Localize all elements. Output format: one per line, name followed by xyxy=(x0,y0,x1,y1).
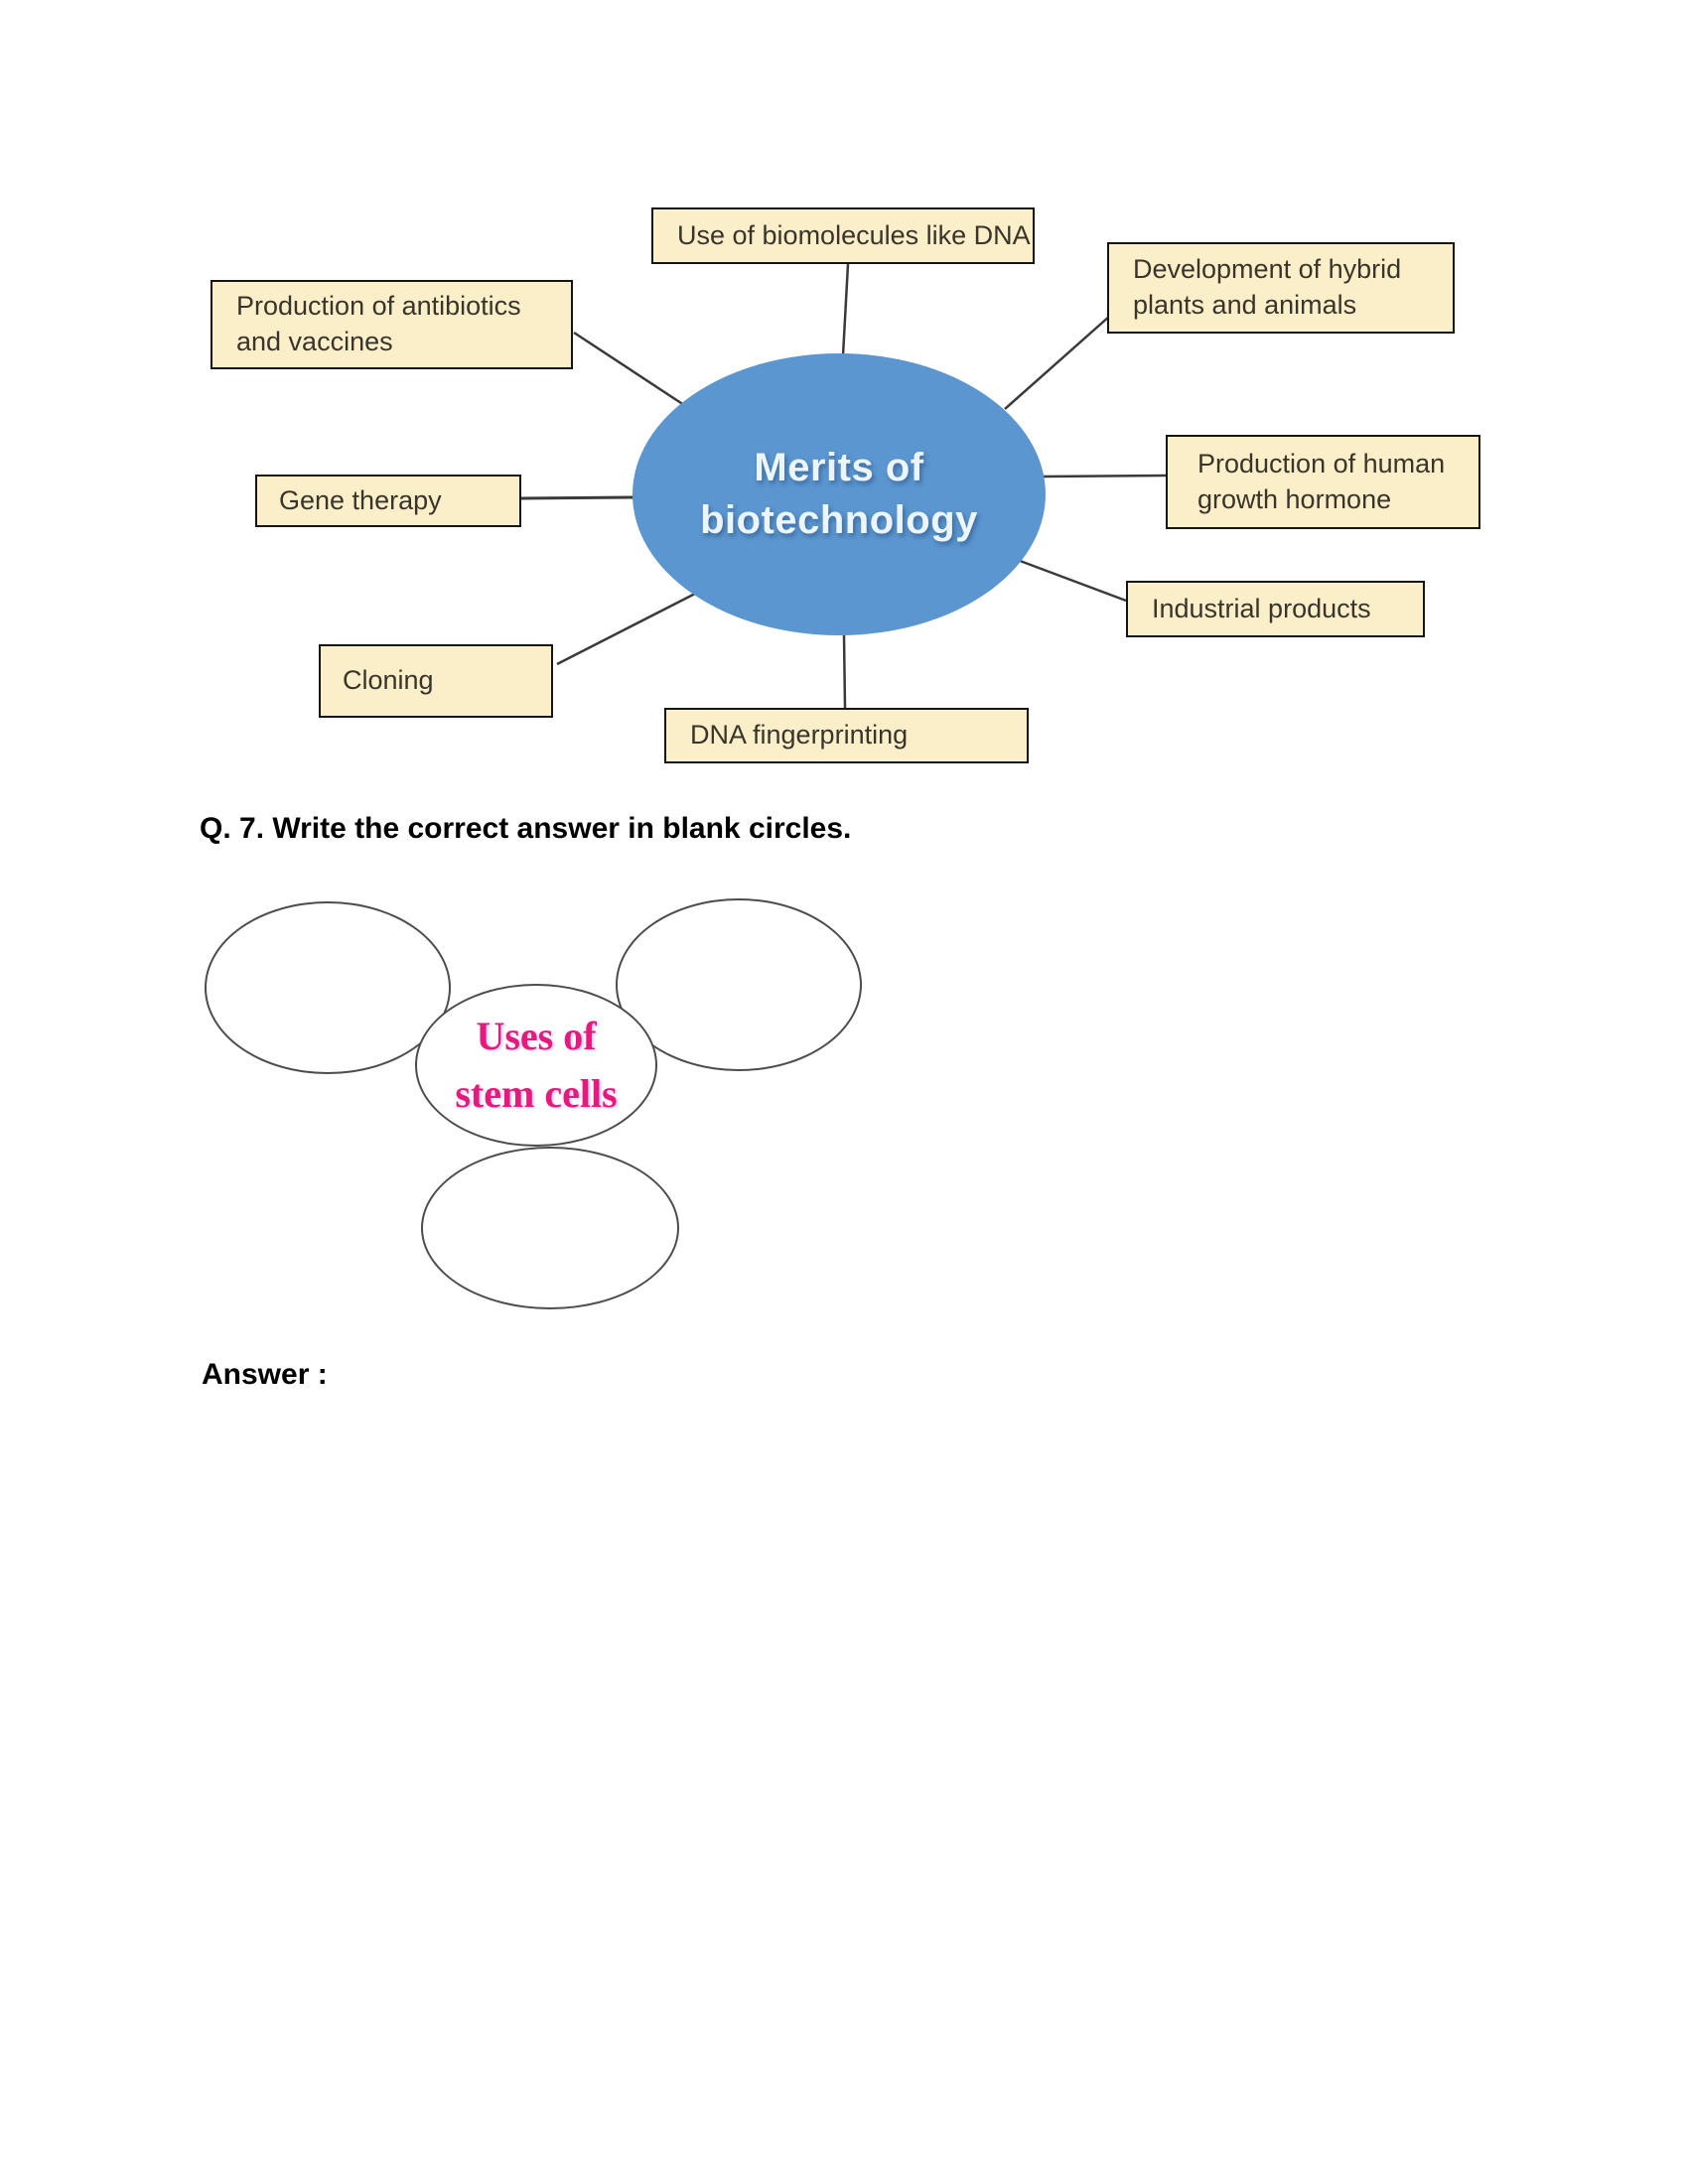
mindmap-node-label: Industrial products xyxy=(1152,593,1371,623)
connector-line-cloning xyxy=(557,594,695,664)
mindmap-node-label: DNA fingerprinting xyxy=(690,720,909,751)
connector-line-growth-hormone xyxy=(1044,476,1166,477)
connector-line-antibiotics xyxy=(574,333,687,407)
stem-cells-label-line1: Uses of xyxy=(476,1014,597,1058)
central-ellipse-uses-of-stem-cells xyxy=(415,984,657,1147)
mindmap-node-label: Cloning xyxy=(343,665,434,696)
mindmap-node-dna-fingerprinting xyxy=(664,708,1029,763)
mindmap-node-cloning xyxy=(319,644,553,718)
central-ellipse-label-line2: biotechnology xyxy=(700,498,978,542)
mindmap-node-growth-hormone xyxy=(1166,435,1480,529)
mindmap-node-label: Production of human growth hormone xyxy=(1197,448,1446,514)
blank-answer-circle-bottom xyxy=(421,1147,679,1309)
central-ellipse-merits-of-biotechnology xyxy=(633,353,1046,635)
connector-line-biomolecules xyxy=(843,264,848,355)
mindmap-node-hybrid-plants-animals xyxy=(1107,242,1455,334)
connector-line-gene-therapy xyxy=(521,497,634,498)
mindmap-node-label: Gene therapy xyxy=(279,484,442,515)
mindmap-node-antibiotics-vaccines xyxy=(211,280,573,369)
merits-of-biotechnology-diagram xyxy=(0,0,1688,794)
question-heading: Q. 7. Write the correct answer in blank circles. xyxy=(200,812,852,845)
connector-line-dna-fingerprinting xyxy=(844,635,845,708)
blank-answer-circle-top-left xyxy=(205,901,451,1074)
connector-line-industrial xyxy=(1015,559,1126,601)
mindmap-node-biomolecules xyxy=(651,207,1035,264)
mindmap-node-industrial-products xyxy=(1126,581,1425,637)
mindmap-node-gene-therapy xyxy=(255,475,521,527)
connector-line-hybrid xyxy=(1005,316,1110,409)
mindmap-node-label: Production of antibiotics and vaccines xyxy=(236,291,521,356)
stem-cells-label-line2: stem cells xyxy=(455,1071,618,1116)
answer-heading: Answer : xyxy=(202,1358,328,1391)
mindmap-node-label: Use of biomolecules like DNA xyxy=(677,219,1031,250)
mindmap-node-label: Development of hybrid plants and animals xyxy=(1133,254,1402,320)
central-ellipse-label-line1: Merits of xyxy=(754,446,924,489)
uses-of-stem-cells-diagram xyxy=(0,874,1092,1350)
